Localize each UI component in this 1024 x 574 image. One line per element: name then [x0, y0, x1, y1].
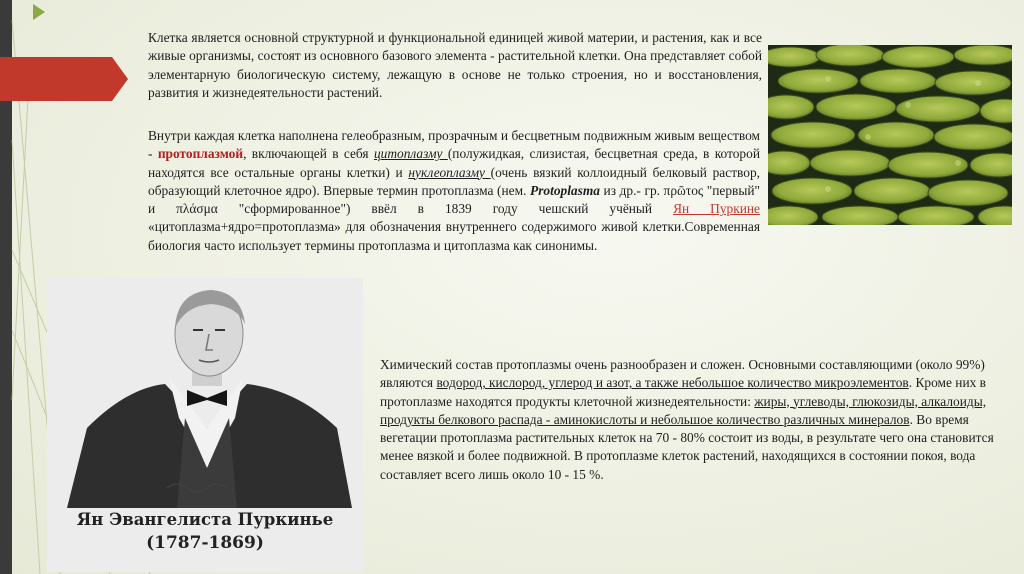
- products-list: жиры, углеводы, глюкозиды, алкалоиды, продукты белкового распада - аминокислоты и небольшое количество различных минералов: [380, 393, 987, 427]
- nucleoplasm-term: нуклеоплазму: [408, 164, 491, 180]
- paragraph-protoplasm: [148, 127, 760, 255]
- paragraph-cell-definition: Клетка является основной структурной и функциональной единицей живой материи, и растения, как и все живые организмы, состоят из основного базового элемента - растительной клетки. Она представляет собой элементарную биологическую систему, лежащую в основе не только строения, но и восстановления, развития и жизнедеятельности растений.: [148, 30, 762, 100]
- elements-list: водород, кислород, углерод и азот, а также небольшое количество микроэлементов: [436, 375, 909, 391]
- text-run: Внутри каждая клетка наполнена гелеобразным, прозрачным и бесцветным подвижным живым веществом -: [148, 128, 760, 162]
- red-arrow-banner: [0, 57, 128, 101]
- text-run: . Во время вегетации протоплазма растительных клеток на 70 - 80% состоит из воды, в результате чего она становится менее вязкой и более подвижной. В протоплазме клеток растений, находящихся в состоянии покоя, вода составляет всего лишь около 10 - 15 %.: [380, 411, 994, 482]
- portrait-caption-name: Ян Эвангелиста Пуркинье: [76, 510, 334, 529]
- green-triangle-icon: [32, 3, 46, 21]
- cytoplasm-term: цитоплазму: [373, 146, 448, 162]
- text-run: , включающей в себя: [243, 146, 374, 162]
- protoplasm-term: протоплазмой: [157, 146, 244, 162]
- portrait-caption-years: (1787-1869): [146, 533, 264, 553]
- purkyne-portrait: [47, 278, 363, 572]
- text-run: . Кроме них в протоплазме находятся продукты клеточной жизнедеятельности:: [380, 375, 986, 409]
- text-run: «цитоплазма+ядро=протоплазма» для обозначения внутреннего содержимого живой клетки.Современная биология часто использует термины протоплазма и цитоплазма как синонимы.: [148, 219, 760, 253]
- text-run: (очень вязкий коллоидный белковый раствор, образующий клеточное ядро). Впервые термин протоплазма (нем.: [148, 164, 761, 198]
- purkyne-link[interactable]: Ян Пуркине: [673, 201, 760, 217]
- plant-cells-micrograph: [768, 45, 1012, 225]
- portrait-engraving: [47, 278, 363, 508]
- text-run: из др.- гр. πρῶτος "первый" и πλάσμα "сформированное") ввёл в 1839 году чешский учёный: [148, 182, 760, 217]
- text-run: (полужидкая, слизистая, бесцветная среда, в которой находятся все остальные органы клетки) и: [148, 146, 760, 180]
- text-run: Химический состав протоплазмы очень разнообразен и сложен. Основными составляющими (около 99%) являются: [380, 357, 985, 391]
- paragraph-chemical-composition: [380, 356, 1000, 484]
- protoplasma-de-term: Protoplasma: [530, 182, 600, 198]
